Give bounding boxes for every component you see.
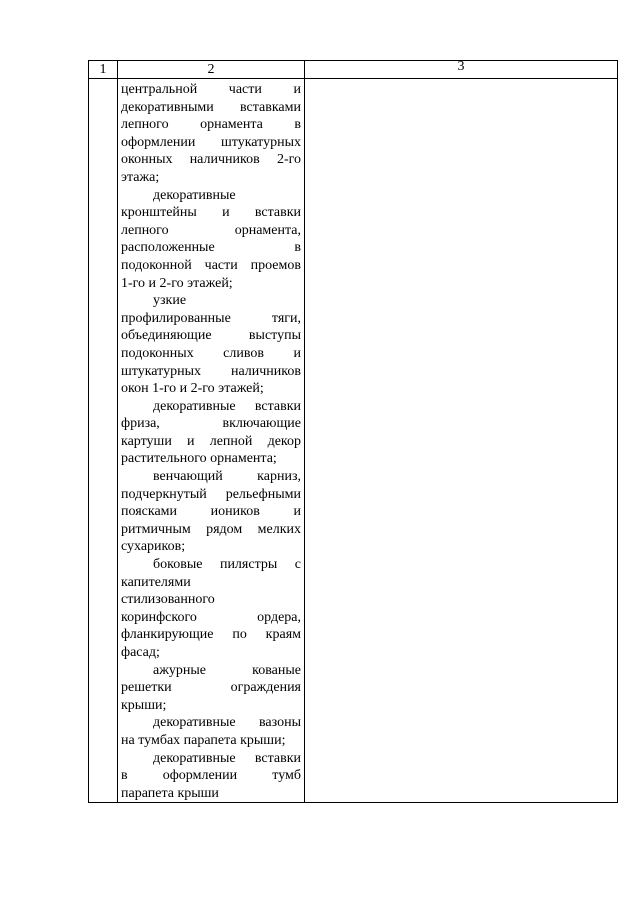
text-line: этажа;: [121, 169, 160, 185]
header-col-1: 1: [89, 61, 118, 79]
text-line: фасад;: [121, 645, 160, 660]
text-line: растительного орнамента;: [121, 451, 277, 467]
text-line: 1-го и 2-го этажей;: [121, 275, 233, 291]
text-line: подоконных сливов и: [121, 345, 301, 361]
text-line: на тумбах парапета крыши;: [121, 732, 286, 748]
text-line: профилированные тяги,: [121, 310, 301, 326]
cell-col-2: [118, 79, 305, 803]
text-line: лепного орнамента в: [121, 117, 301, 133]
text-line: кронштейны и вставки: [121, 205, 301, 221]
text-line: капителями: [121, 574, 191, 590]
text-line: венчающий карниз,: [153, 469, 301, 485]
text-line: фриза, включающие: [121, 416, 301, 432]
text-line: декоративные вставки: [153, 398, 301, 414]
text-line: оформлении штукатурных: [121, 134, 301, 150]
text-line: декоративные: [153, 187, 236, 203]
text-line: декоративными вставками: [121, 99, 301, 115]
text-line: подоконной части проемов: [121, 257, 301, 273]
cell-col-3: [305, 79, 618, 803]
text-line: боковые пилястры с: [153, 557, 301, 573]
table-row: [89, 79, 618, 803]
text-line: расположенные в: [121, 240, 301, 256]
text-line: сухариков;: [121, 539, 186, 555]
text-line: коринфского ордера,: [121, 609, 301, 625]
text-line: декоративные вазоны: [153, 715, 301, 731]
text-line: штукатурных наличников: [121, 363, 301, 379]
text-line: ритмичным рядом мелких: [121, 521, 301, 537]
text-line: стилизованного: [121, 592, 215, 608]
text-line: в оформлении тумб: [121, 768, 301, 784]
text-line: подчеркнутый рельефными: [121, 486, 301, 502]
text-line: поясками иоников и: [121, 504, 301, 520]
text-line: ажурные кованые: [153, 662, 301, 678]
text-line: центральной части и: [121, 82, 301, 97]
text-line: окон 1-го и 2-го этажей;: [121, 381, 264, 397]
header-col-3: 3: [305, 61, 618, 79]
header-col-2: 2: [118, 61, 305, 79]
table-header-row: [89, 61, 618, 79]
cell-col-1: [89, 79, 118, 803]
text-line: лепного орнамента,: [121, 222, 301, 238]
text-line: декоративные вставки: [153, 750, 301, 766]
facade-elements-text: [118, 79, 304, 802]
text-line: фланкирующие по краям: [121, 627, 301, 643]
document-table: [88, 60, 618, 803]
text-line: объединяющие выступы: [121, 328, 301, 344]
text-line: картуши и лепной декор: [121, 433, 301, 449]
text-line: крыши;: [121, 697, 167, 713]
text-line: оконных наличников 2-го: [121, 152, 301, 168]
text-line: узкие: [153, 293, 187, 309]
text-line: решетки ограждения: [121, 680, 301, 696]
text-line: парапета крыши: [121, 785, 219, 801]
